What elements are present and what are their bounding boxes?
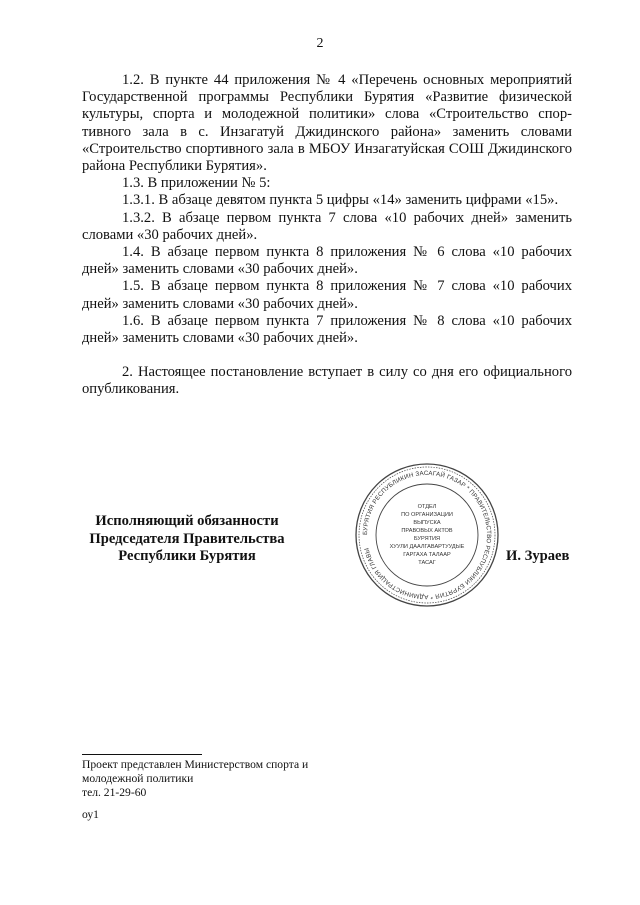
stamp-line: ТАСАГ xyxy=(418,560,436,566)
paragraph-1-3: 1.3. В приложении № 5: xyxy=(122,175,271,192)
footnote xyxy=(82,758,382,801)
svg-text:БУРЯТИЯ РЕСПУБЛИКИН ЗАСАГАЙ ГА xyxy=(362,470,492,600)
page-number: 2 xyxy=(316,36,324,51)
stamp-line: ВЫПУСКА xyxy=(413,520,441,526)
footnote-line-2: молодежной политики xyxy=(82,772,194,786)
signatory-title-line-1: Исполняющий обязанности xyxy=(95,513,279,529)
stamp-line: ПО ОРГАНИЗАЦИИ xyxy=(401,512,453,518)
stamp-outer-text: БУРЯТИЯ РЕСПУБЛИКИН ЗАСАГАЙ ГАЗАР * ПРАВИТЕЛЬСТВО РЕСПУБЛИКИ БУРЯТИЯ * АДМИНИСТРАЦИЯ ГЛАВЫ xyxy=(361,469,493,601)
paragraph-1-6: 1.6. В абзаце первом пункта 7 приложения № 8 слова «10 рабочих дней» заменить словами «30 рабочих дней». xyxy=(82,312,572,347)
document-body xyxy=(82,72,572,399)
footnote-divider xyxy=(82,754,202,755)
stamp-line: ГАРГАХА ТАЛААР xyxy=(403,552,451,558)
paragraph-1-3-1: 1.3.1. В абзаце девятом пункта 5 цифры «14» заменить цифрами «15». xyxy=(122,192,559,209)
signatory-title xyxy=(82,513,292,566)
stamp-line: ХУУЛИ ДААЛГАВАРТУУДЫЕ xyxy=(389,544,465,550)
paragraph-1-5: 1.5. В абзаце первом пункта 8 приложения № 7 слова «10 рабочих дней» заменить словами «30 рабочих дней». xyxy=(82,278,572,312)
paragraph-2: 2. Настоящее постановление вступает в силу со дня его официального опубликования. xyxy=(82,364,572,398)
paragraph-1-2: 1.2. В пункте 44 приложения № 4 «Перечень основных мероприятий Государственной программы Республики Бурятия «Развитие физической культуры, спорта и молодежной политики» слова «Строительство спортивного зала в с. Инзагатуй Джидинского района» заменить словами «Строительство спортивного зала в МБОУ Инзагатуйская СОШ Джидинского района Республики Бурятия». xyxy=(82,72,572,175)
stamp-line: ПРАВОВЫХ АКТОВ xyxy=(401,528,453,534)
document-code: оу1 xyxy=(82,808,99,821)
paragraph-1-3-2: 1.3.2. В абзаце первом пункта 7 слова «10 рабочих дней» заменить словами «30 рабочих дней». xyxy=(82,209,572,243)
stamp-line: ОТДЕЛ xyxy=(417,504,437,510)
signatory-title-line-2: Председателя Правительства xyxy=(89,530,285,547)
footnote-phone: тел. 21-29-60 xyxy=(82,786,147,800)
paragraph-1-4: 1.4. В абзаце первом пункта 8 приложения № 6 слова «10 рабочих дней» заменить словами «30 рабочих дней». xyxy=(82,244,572,278)
footnote-line-1: Проект представлен Министерством спорта и xyxy=(82,758,309,771)
stamp-line: БУРЯТИЯ xyxy=(413,536,441,542)
signatory-name: И. Зураев xyxy=(506,548,570,564)
signatory-title-line-3: Республики Бурятия xyxy=(118,548,256,564)
official-seal-stamp xyxy=(352,460,502,610)
